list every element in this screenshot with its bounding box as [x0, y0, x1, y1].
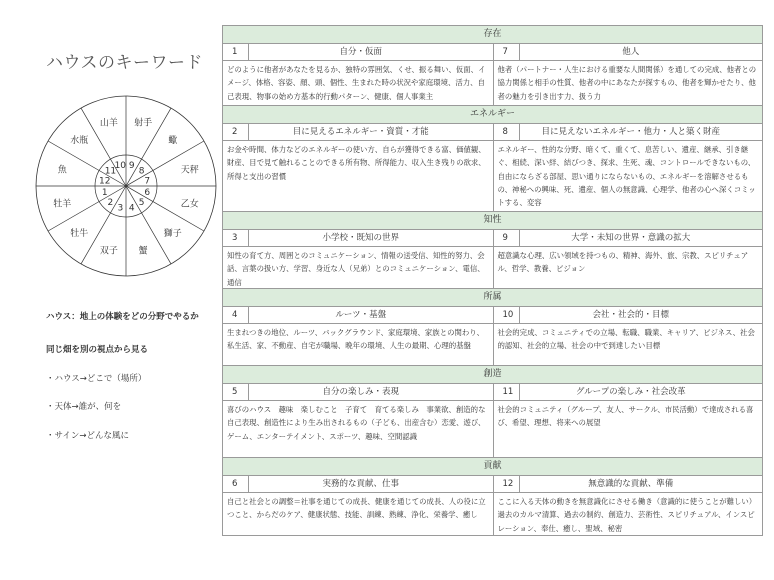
house-number-label: 11 [104, 166, 117, 177]
house-keywords: ここに入る天体の動きを無意識化にさせる働き（意識的に使うことが難しい）過去のカルマ清算、過去の制約、創造力、芸術性、スピリチュアル、インスピレーション、奉仕、癒し、聖域、秘密 [497, 497, 757, 533]
house-title: 大学・未知の世界・意識の拡大 [571, 233, 691, 243]
section-belonging [222, 289, 763, 366]
house-keywords: エネルギー、性的な分野、暗くて、重くて、息苦しい、遺産、継承、引き継ぐ、相続、深い絆、結びつき、探求、生死、魂、コントロールできないもの、自由にならざる部屋、思い通りにならないもの、エネルギーを溶解させるもの、神秘への興味、死、遺産、個人の無意識、心理学、他者の心へ深くコミットする、変容 [497, 145, 756, 208]
section-row [222, 44, 763, 106]
section-header: エネルギー [222, 106, 763, 124]
house-number-label: 5 [138, 197, 145, 208]
sign-label: 双子 [99, 246, 118, 257]
house-number: 3 [223, 230, 249, 246]
house-number: 11 [494, 384, 520, 400]
house-keywords: 超意識な心理、広い領域を持つもの、精神、海外、旅、宗教、スピリチュアル、哲学、教養、ビジョン [497, 251, 749, 274]
house-number-label: 9 [128, 160, 135, 171]
house-keywords: どのように他者があなたを見るか、独特の雰囲気、くせ、振る舞い、仮面、イメージ、体格、容姿、顔、頭、個性、生まれた時の状況や家庭環境、活力、自己表現、物事の始め方基本的行動パターン、健康、個人事業主 [227, 65, 486, 101]
house-number-label: 2 [107, 197, 114, 208]
sign-label: 獅子 [163, 229, 182, 240]
house-cell-8 [493, 124, 764, 212]
section-energy [222, 106, 763, 212]
house-title: 自分・仮面 [339, 47, 382, 57]
house-number-label: 8 [138, 166, 145, 177]
house-keywords: 知性の育て方、周囲とのコミュニケーション、情報の送受信、知性的努力、会話、言葉の扱い方、学習、身近な人（兄弟）とのコミュニケーション、電信、通信 [227, 251, 485, 287]
house-keywords: 自己と社会との調整＝社事を通じての成長、健康を通じての成長、人の役に立つこと、からだのケア、健康状態、技能、訓練、熟練、浄化、栄養学、癒し [227, 497, 486, 520]
house-number: 4 [223, 307, 249, 323]
house-cell-7 [493, 44, 764, 106]
house-title: 目に見えるエネルギー・資質・才能 [292, 127, 429, 137]
house-cell-9 [493, 230, 764, 289]
house-number-label: 12 [98, 176, 111, 187]
section-row [222, 384, 763, 458]
house-cell-6 [222, 476, 493, 536]
section-header: 存在 [222, 26, 763, 44]
house-number: 12 [494, 476, 520, 492]
house-keywords: 喜びのハウス 趣味 楽しむこと 子育て 育てる楽しみ 事業欲、創造的な自己表現、創造性により生み出されるもの（子ども、出産含む）恋愛、遊び、ゲーム、エンターテイメント、スポーツ、趣味、空間認識 [227, 405, 486, 441]
house-number-label: 1 [101, 187, 108, 198]
sign-label: 水瓶 [70, 135, 89, 146]
house-title: 目に見えないエネルギー・他力・人と築く財産 [541, 127, 720, 137]
section-row [222, 230, 763, 289]
house-cell-10 [493, 307, 764, 366]
section-contribution [222, 458, 763, 536]
house-title: 会社・社会的・目標 [592, 310, 669, 320]
section-row [222, 307, 763, 366]
sign-label: 山羊 [99, 118, 118, 129]
house-cell-3 [222, 230, 493, 289]
sign-label: 天秤 [180, 165, 199, 176]
house-number-label: 6 [144, 187, 151, 198]
section-header: 所属 [222, 289, 763, 307]
house-number: 7 [494, 44, 520, 60]
house-title: ルーツ・基盤 [335, 310, 387, 320]
section-header: 創造 [222, 366, 763, 384]
note-house-definition: ハウス：地上の体験をどの分野でやるか [46, 312, 199, 322]
house-number-label: 4 [128, 203, 135, 214]
house-title: グループの楽しみ・社会改革 [575, 387, 686, 397]
house-keywords: 社会的完成、コミュニティでの立場、転職、職業、キャリア、ビジネス、社会的認知、社会的立場、社会の中で到達したい目標 [497, 328, 755, 351]
house-number: 5 [223, 384, 249, 400]
house-title: 実務的な貢献、仕事 [322, 479, 399, 489]
house-number: 10 [494, 307, 520, 323]
house-cell-1 [222, 44, 493, 106]
section-row [222, 476, 763, 536]
section-existence [222, 26, 763, 106]
note-house-where: ・ハウス→どこで（場所） [46, 374, 147, 384]
section-creation [222, 366, 763, 458]
house-title: 無意識的な貢献、準備 [588, 479, 674, 489]
house-title: 他人 [622, 47, 640, 57]
house-cell-12 [493, 476, 764, 536]
sign-label: 蠍 [168, 135, 178, 146]
sign-label: 魚 [57, 165, 67, 176]
note-planet-who: ・天体→誰が、何を [46, 402, 122, 412]
house-keywords: 生まれつきの地位、ルーツ、バックグラウンド、家庭環境、家族との関わり、私生活、家、不動産、自宅が職場、晩年の環境、人生の最期、心理的基盤 [227, 328, 485, 351]
house-keywords: 社会的コミュニティ（グループ、友人、サークル、市民活動）で達成される喜び、希望、理想、将来への展望 [497, 405, 754, 428]
house-keywords: お金や時間、体力などのエネルギーの使い方、自らが獲得できる富、価値観、財産、目で見て触れることのできる所有物、所得能力、収入生き残りの欲求、所得と支出の習慣 [227, 145, 486, 181]
sign-label: 乙女 [180, 199, 199, 210]
house-number: 1 [223, 44, 249, 60]
sign-label: 蟹 [138, 246, 148, 257]
sign-label: 牡羊 [53, 199, 72, 210]
section-header: 貢献 [222, 458, 763, 476]
house-number-label: 3 [117, 203, 124, 214]
house-keywords: 他者（パートナー・人生における重要な人間関係）を通しての完成、他者との協力関係と相手の性質、他者の中にあなたが探すもの、他者を輝かせたり、他者の魅力を引き出す力、扱う力 [497, 65, 757, 101]
house-number-label: 10 [114, 160, 127, 171]
house-cusp-line [126, 141, 204, 186]
house-number: 6 [223, 476, 249, 492]
note-sign-how: ・サイン→どんな風に [46, 431, 130, 441]
sign-label: 射手 [134, 118, 153, 129]
house-number: 2 [223, 124, 249, 140]
house-title: 小学校・既知の世界 [322, 233, 399, 243]
house-wheel [35, 95, 217, 277]
house-cell-2 [222, 124, 493, 212]
page-title: ハウスのキーワード [46, 53, 203, 73]
sign-label: 牡牛 [70, 229, 89, 240]
house-cell-11 [493, 384, 764, 458]
keyword-table [222, 25, 763, 536]
house-cell-5 [222, 384, 493, 458]
section-intellect [222, 212, 763, 289]
house-title: 自分の楽しみ・表現 [322, 387, 399, 397]
section-row [222, 124, 763, 212]
house-number: 9 [494, 230, 520, 246]
note-same-field: 同じ畑を別の視点から見る [46, 345, 149, 355]
house-number-label: 7 [144, 176, 151, 187]
house-number: 8 [494, 124, 520, 140]
house-cell-4 [222, 307, 493, 366]
section-header: 知性 [222, 212, 763, 230]
